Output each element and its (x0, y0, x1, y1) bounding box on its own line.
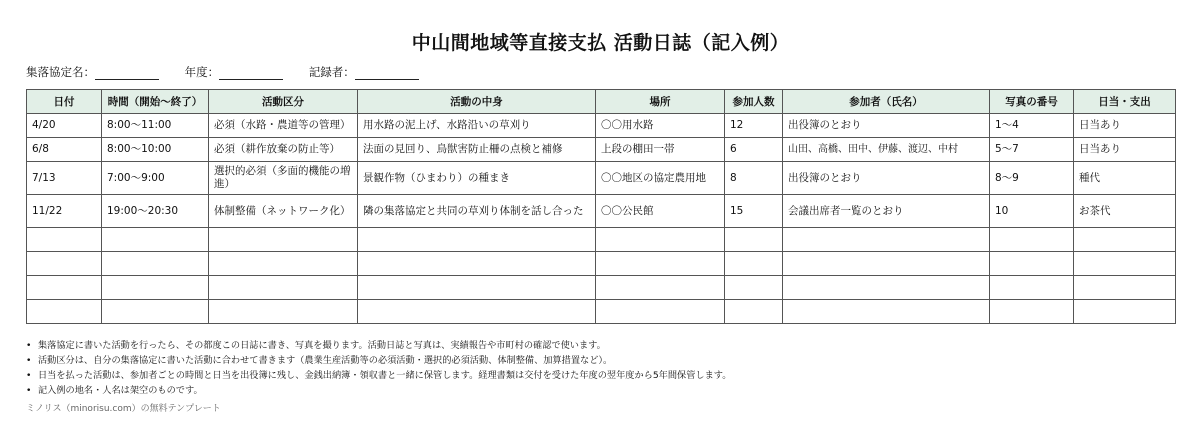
table-row-empty (27, 300, 1176, 324)
empty-cell[interactable] (596, 252, 725, 276)
empty-cell[interactable] (1074, 300, 1176, 324)
cell-allowance[interactable]: お茶代 (1074, 195, 1176, 228)
empty-cell[interactable] (27, 276, 102, 300)
cell-date[interactable]: 11/22 (27, 195, 102, 228)
cell-place[interactable]: 〇〇用水路 (596, 114, 725, 138)
header-photo-number: 写真の番号 (990, 90, 1074, 114)
empty-cell[interactable] (209, 228, 358, 252)
header-content: 活動の中身 (358, 90, 596, 114)
cell-photo-number[interactable]: 1〜4 (990, 114, 1074, 138)
note-item: • 記入例の地名・人名は架空のものです。 (26, 383, 731, 398)
empty-cell[interactable] (990, 228, 1074, 252)
table-row-empty (27, 228, 1176, 252)
year-label: 年度： (184, 65, 220, 79)
cell-participants-count[interactable]: 8 (725, 162, 783, 195)
header-category: 活動区分 (209, 90, 358, 114)
empty-cell[interactable] (209, 252, 358, 276)
footer-credit: ミノリス（minorisu.com）の無料テンプレート (26, 404, 221, 414)
cell-category[interactable]: 体制整備（ネットワーク化） (209, 195, 358, 228)
cell-participants-count[interactable]: 12 (725, 114, 783, 138)
empty-cell[interactable] (27, 228, 102, 252)
empty-cell[interactable] (358, 300, 596, 324)
recorder-label: 記録者： (308, 65, 355, 79)
cell-participants-names[interactable]: 会議出席者一覧のとおり (783, 195, 990, 228)
year-field (185, 64, 284, 80)
table-row-empty (27, 276, 1176, 300)
note-item: • 活動区分は、自分の集落協定に書いた活動に合わせて書きます（農業生産活動等の必須活動・選択的必須活動、体制整備、加算措置など）。 (26, 353, 731, 368)
empty-cell[interactable] (358, 276, 596, 300)
cell-place[interactable]: 上段の棚田一帯 (596, 138, 725, 162)
empty-cell[interactable] (102, 228, 209, 252)
page-title: 中山間地域等直接支払 活動日誌（記入例） (411, 32, 790, 54)
empty-cell[interactable] (596, 300, 725, 324)
notes-list (26, 338, 731, 398)
cell-participants-names[interactable]: 山田、高橋、田中、伊藤、渡辺、中村 (783, 138, 990, 162)
header-time: 時間（開始〜終了） (102, 90, 209, 114)
cell-content[interactable]: 隣の集落協定と共同の草刈り体制を話し合った (358, 195, 596, 228)
cell-time[interactable]: 8:00〜10:00 (102, 138, 209, 162)
empty-cell[interactable] (102, 252, 209, 276)
empty-cell[interactable] (102, 276, 209, 300)
table-row-empty (27, 252, 1176, 276)
empty-cell[interactable] (27, 300, 102, 324)
cell-time[interactable]: 7:00〜9:00 (102, 162, 209, 195)
agreement-name-blank (95, 67, 159, 80)
cell-allowance[interactable]: 日当あり (1074, 114, 1176, 138)
table-row (27, 114, 1176, 138)
empty-cell[interactable] (358, 228, 596, 252)
cell-photo-number[interactable]: 5〜7 (990, 138, 1074, 162)
cell-allowance[interactable]: 日当あり (1074, 138, 1176, 162)
header-fields (26, 64, 441, 80)
empty-cell[interactable] (725, 276, 783, 300)
agreement-name-label: 集落協定名： (26, 65, 95, 79)
table-header-row (27, 90, 1176, 114)
cell-category[interactable]: 必須（耕作放棄の防止等） (209, 138, 358, 162)
header-date: 日付 (27, 90, 102, 114)
empty-cell[interactable] (1074, 252, 1176, 276)
empty-cell[interactable] (596, 276, 725, 300)
empty-cell[interactable] (783, 252, 990, 276)
note-item: • 集落協定に書いた活動を行ったら、その都度この日誌に書き、写真を撮ります。活動日誌と写真は、実績報告や市町村の確認で使います。 (26, 338, 731, 353)
recorder-blank (355, 67, 419, 80)
table-row (27, 162, 1176, 195)
empty-cell[interactable] (990, 300, 1074, 324)
cell-participants-names[interactable]: 出役簿のとおり (783, 162, 990, 195)
cell-participants-count[interactable]: 15 (725, 195, 783, 228)
cell-photo-number[interactable]: 8〜9 (990, 162, 1074, 195)
activity-log-table (26, 89, 1176, 324)
cell-category[interactable]: 選択的必須（多面的機能の増進） (209, 162, 358, 195)
empty-cell[interactable] (990, 252, 1074, 276)
header-participants-names: 参加者（氏名） (783, 90, 990, 114)
cell-allowance[interactable]: 種代 (1074, 162, 1176, 195)
empty-cell[interactable] (783, 228, 990, 252)
cell-content[interactable]: 用水路の泥上げ、水路沿いの草刈り (358, 114, 596, 138)
empty-cell[interactable] (358, 252, 596, 276)
cell-participants-count[interactable]: 6 (725, 138, 783, 162)
empty-cell[interactable] (102, 300, 209, 324)
empty-cell[interactable] (596, 228, 725, 252)
cell-participants-names[interactable]: 出役簿のとおり (783, 114, 990, 138)
empty-cell[interactable] (1074, 276, 1176, 300)
cell-photo-number[interactable]: 10 (990, 195, 1074, 228)
cell-category[interactable]: 必須（水路・農道等の管理） (209, 114, 358, 138)
cell-place[interactable]: 〇〇地区の協定農用地 (596, 162, 725, 195)
header-participants-count: 参加人数 (725, 90, 783, 114)
empty-cell[interactable] (1074, 228, 1176, 252)
empty-cell[interactable] (783, 276, 990, 300)
empty-cell[interactable] (27, 252, 102, 276)
empty-cell[interactable] (725, 252, 783, 276)
year-blank (219, 67, 283, 80)
cell-time[interactable]: 19:00〜20:30 (102, 195, 209, 228)
cell-date[interactable]: 7/13 (27, 162, 102, 195)
table-row (27, 195, 1176, 228)
cell-place[interactable]: 〇〇公民館 (596, 195, 725, 228)
header-place: 場所 (596, 90, 725, 114)
header-allowance: 日当・支出 (1074, 90, 1176, 114)
cell-date[interactable]: 6/8 (27, 138, 102, 162)
cell-date[interactable]: 4/20 (27, 114, 102, 138)
table-row (27, 138, 1176, 162)
empty-cell[interactable] (209, 300, 358, 324)
empty-cell[interactable] (725, 228, 783, 252)
agreement-name-field (26, 64, 159, 80)
cell-content[interactable]: 景観作物（ひまわり）の種まき (358, 162, 596, 195)
note-item: • 日当を払った活動は、参加者ごとの時間と日当を出役簿に残し、金銭出納簿・領収書と一緒に保管します。経理書類は交付を受けた年度の翌年度から5年間保管します。 (26, 368, 731, 383)
empty-cell[interactable] (209, 276, 358, 300)
empty-cell[interactable] (783, 300, 990, 324)
cell-time[interactable]: 8:00〜11:00 (102, 114, 209, 138)
empty-cell[interactable] (725, 300, 783, 324)
cell-content[interactable]: 法面の見回り、鳥獣害防止柵の点検と補修 (358, 138, 596, 162)
empty-cell[interactable] (990, 276, 1074, 300)
recorder-field (309, 64, 419, 80)
